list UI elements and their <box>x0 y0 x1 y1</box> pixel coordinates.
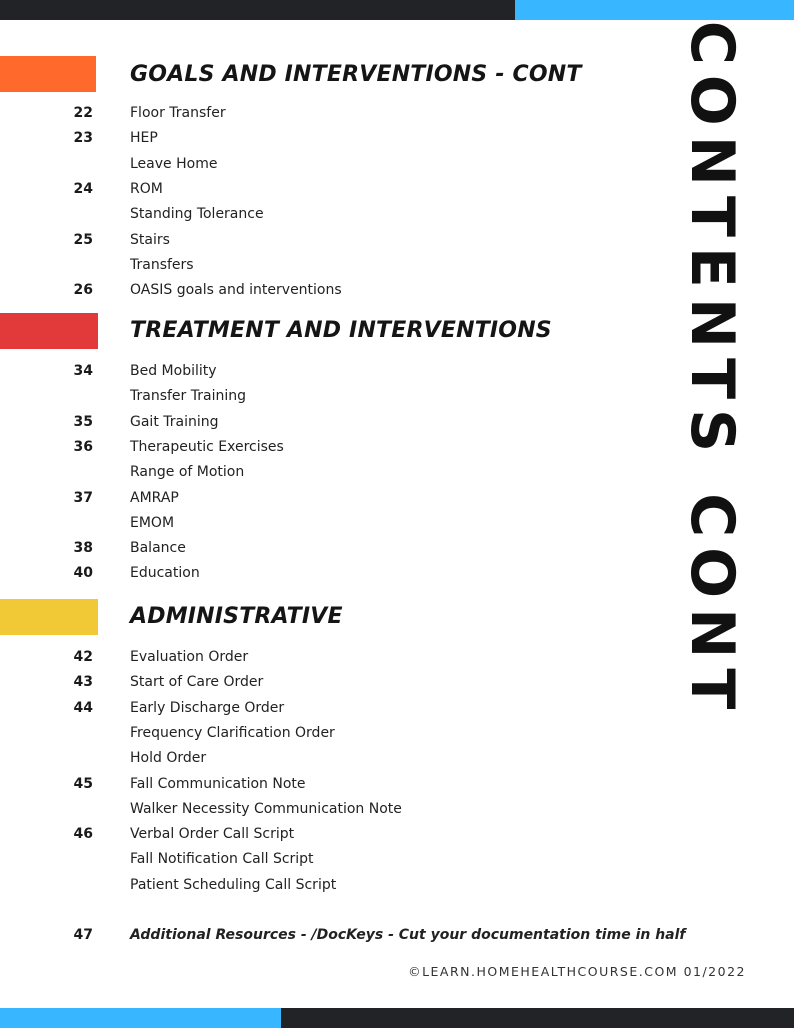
top-bar-dark <box>0 0 515 20</box>
toc-entry[interactable] <box>0 464 640 489</box>
toc-page-number: 42 <box>73 649 93 665</box>
toc-entry[interactable] <box>0 206 640 231</box>
bottom-bar-blue <box>0 1008 281 1028</box>
toc-entry-label: Early Discharge Order <box>130 699 285 716</box>
toc-page-number: 22 <box>73 105 93 121</box>
toc-entry-label: Frequency Clarification Order <box>130 724 335 741</box>
toc-entry-label: Verbal Order Call Script <box>130 826 295 843</box>
toc-entry-label: Education <box>130 565 200 582</box>
toc-entry-label: Transfer Training <box>130 388 246 405</box>
toc-entry-label: Fall Communication Note <box>130 775 306 792</box>
toc-entry[interactable] <box>0 750 640 775</box>
toc-entry[interactable] <box>0 649 640 674</box>
toc-entry-label: Gait Training <box>130 413 219 430</box>
toc-entry[interactable] <box>0 826 640 851</box>
toc-entry[interactable] <box>0 801 640 826</box>
toc-page-number: 44 <box>73 699 93 716</box>
copyright-footer: ©LEARN.HOMEHEALTHCOURSE.COM 01/2022 <box>408 964 746 979</box>
toc-entry[interactable] <box>0 700 640 725</box>
toc-page-number: 46 <box>73 826 93 843</box>
toc-page-number: 47 <box>73 927 93 943</box>
toc-entry-label: Hold Order <box>130 750 207 767</box>
toc-entry[interactable] <box>0 181 640 206</box>
toc-entry-label: Floor Transfer <box>130 105 226 121</box>
toc-page-number: 36 <box>73 438 93 455</box>
toc-entry-label: Stairs <box>130 231 170 248</box>
toc-page-number: 34 <box>73 363 93 379</box>
toc-entry[interactable] <box>0 257 640 282</box>
toc-entry[interactable] <box>0 414 640 439</box>
toc-page-number: 37 <box>73 489 93 506</box>
toc-page-number: 45 <box>73 775 93 792</box>
toc-entry[interactable] <box>0 363 640 388</box>
section-color-block-treatment <box>0 313 98 349</box>
toc-entry[interactable] <box>0 490 640 515</box>
section-title-treatment: TREATMENT AND INTERVENTIONS <box>130 318 552 343</box>
toc-entry[interactable] <box>0 388 640 413</box>
toc-entry-label: OASIS goals and interventions <box>130 282 342 299</box>
toc-entry[interactable] <box>0 877 640 902</box>
toc-entry-label: ROM <box>130 180 163 197</box>
section-color-block-administrative <box>0 599 98 635</box>
toc-entry[interactable] <box>0 232 640 257</box>
toc-page-number: 38 <box>73 540 93 557</box>
toc-entry[interactable] <box>0 515 640 540</box>
toc-entry-label: Therapeutic Exercises <box>130 438 284 455</box>
toc-entry[interactable] <box>0 776 640 801</box>
toc-entry-label: Patient Scheduling Call Script <box>130 876 337 893</box>
toc-entry-label: Balance <box>130 540 186 557</box>
toc-entry[interactable] <box>0 540 640 565</box>
toc-entry[interactable] <box>0 725 640 750</box>
toc-entry[interactable] <box>0 674 640 699</box>
toc-entry[interactable] <box>0 156 640 181</box>
toc-entry-label: HEP <box>130 130 158 147</box>
bottom-bar-dark <box>281 1008 794 1028</box>
toc-entry-label: AMRAP <box>130 489 179 506</box>
toc-entry-label: Fall Notification Call Script <box>130 851 314 868</box>
toc-page-number: 25 <box>73 231 93 248</box>
toc-entry[interactable] <box>0 851 640 876</box>
top-bar-blue <box>515 0 794 20</box>
section-title-goals: GOALS AND INTERVENTIONS - CONT <box>130 62 582 87</box>
section-color-block-goals <box>0 56 96 92</box>
toc-entry-label: Start of Care Order <box>130 674 264 691</box>
toc-entry-label: Range of Motion <box>130 464 245 481</box>
toc-entry[interactable] <box>0 565 640 590</box>
toc-page-number: 40 <box>73 565 93 582</box>
toc-entry-label: Walker Necessity Communication Note <box>130 800 402 817</box>
toc-entry[interactable] <box>0 439 640 464</box>
toc-entry[interactable] <box>0 130 640 155</box>
toc-page-number: 24 <box>73 180 93 197</box>
toc-entry-label: Standing Tolerance <box>130 206 264 223</box>
toc-entry-label: Bed Mobility <box>130 363 217 379</box>
toc-entry-label: EMOM <box>130 514 175 531</box>
toc-entry-label: Leave Home <box>130 155 218 172</box>
toc-entry-label: Evaluation Order <box>130 649 249 665</box>
toc-page-number: 23 <box>73 130 93 147</box>
toc-page-number: 43 <box>73 674 93 691</box>
toc-entry[interactable] <box>0 105 640 130</box>
toc-entry-label: Additional Resources - /DocKeys - Cut your documentation time in half <box>130 927 686 943</box>
section-title-administrative: ADMINISTRATIVE <box>130 604 343 629</box>
toc-page-number: 26 <box>73 282 93 299</box>
vertical-contents-title: CONTENTS CONT <box>677 20 747 720</box>
toc-entry-label: Transfers <box>130 256 194 273</box>
toc-entry[interactable] <box>0 282 640 307</box>
toc-entry-additional-resources[interactable] <box>0 927 686 952</box>
toc-page-number: 35 <box>73 413 93 430</box>
